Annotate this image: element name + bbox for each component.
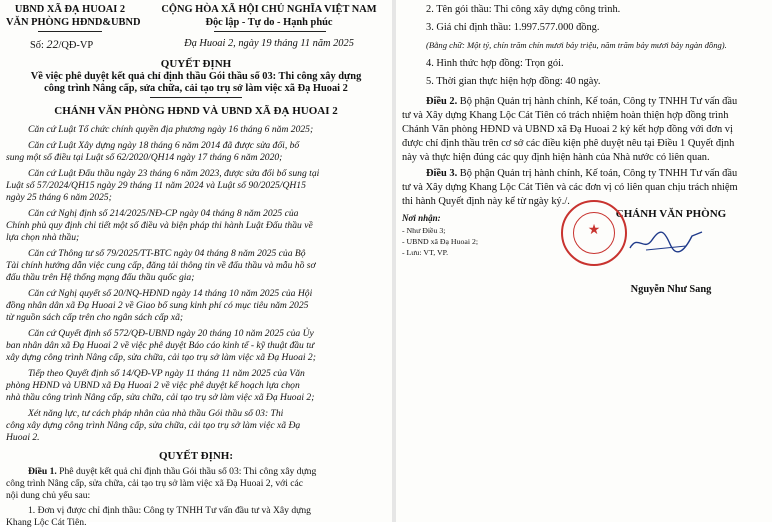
basis-line: Căn cứ Thông tư số 79/2025/TT-BTC ngày 04 tháng 8 năm 2025 của Bộ <box>28 248 306 259</box>
article-1-line: nội dung chủ yếu sau: <box>6 490 91 501</box>
recipient-item: - Như Điều 3; <box>402 226 446 235</box>
basis-line: Căn cứ Luật Tổ chức chính quyền địa phương ngày 16 tháng 6 năm 2025; <box>28 124 314 135</box>
signer-name: Nguyễn Như Sang <box>630 284 712 295</box>
item-line: 4. Hình thức hợp đồng: Trọn gói. <box>426 58 564 69</box>
doc-number <box>30 37 93 52</box>
subject-line-1: Về việc phê duyệt kết quả chỉ định thầu Gói thầu số 03: Thi công xây dựng <box>30 71 362 82</box>
signer-title: CHÁNH VĂN PHÒNG <box>615 208 727 220</box>
basis-line: Căn cứ Luật Đấu thầu ngày 23 tháng 6 năm 2023, được sửa đổi bổ sung tại <box>28 168 320 179</box>
article-1-text: Phê duyệt kết quả chỉ định thầu Gói thầu số 03: Thi công xây dựng <box>56 466 317 477</box>
official-stamp <box>561 200 627 266</box>
basis-line: ngày 25 tháng 6 năm 2025; <box>6 192 112 203</box>
basis-line: Căn cứ Luật Xây dựng ngày 18 tháng 6 năm 2014 đã được sửa đổi, bổ <box>28 140 300 151</box>
basis-line: đấu thầu trên Hệ thống mạng đấu thầu quốc gia; <box>6 272 195 283</box>
place-date: Đạ Huoai 2, ngày 19 tháng 11 năm 2025 <box>184 38 354 49</box>
article-1-line: công trình Nâng cấp, sửa chữa, cải tạo trụ sở làm việc xã Đạ Huoai 2, với các <box>6 478 304 489</box>
authority: CHÁNH VĂN PHÒNG HĐND VÀ UBND XÃ ĐẠ HUOAI 2 <box>54 105 338 117</box>
item-line: 5. Thời gian thực hiện hợp đồng: 40 ngày. <box>426 76 601 87</box>
basis-line: Tài chính hướng dẫn việc cung cấp, đăng tải thông tin về đấu thầu và mẫu hồ sơ <box>6 260 316 271</box>
doc-number-suffix: /QĐ-VP <box>58 40 94 51</box>
document-page-2 <box>396 0 772 522</box>
article-2-line: được chỉ định thầu trên cơ sở các điều kiện phê duyệt nêu tại Điều 1 Quyết định <box>402 138 735 149</box>
doc-number-value: 22 <box>46 37 59 51</box>
article-3-label: Điều 3. <box>426 168 458 179</box>
signature <box>626 226 706 256</box>
basis-line: Luật số 57/2024/QH15 ngày 29 tháng 11 năm 2024 và Luật số 90/2025/QH15 <box>6 180 306 191</box>
stamp-star-icon: ★ <box>587 222 601 238</box>
basis-line: phòng HĐND và UBND xã Đạ Huoai 2 về việc phê duyệt kế hoạch lựa chọn <box>6 380 300 391</box>
basis-line: Huoai 2. <box>6 432 40 443</box>
article-2-line: tư và Xây dựng Khang Lộc Cát Tiên có trách nhiệm hoàn thiện hợp đồng trình <box>402 110 729 121</box>
recipient-item: - Lưu: VT, VP. <box>402 248 449 257</box>
item-line: 2. Tên gói thầu: Thi công xây dựng công trình. <box>426 4 621 15</box>
nation-title: CỘNG HÒA XÃ HỘI CHỦ NGHĨA VIỆT NAM <box>161 4 377 15</box>
agency-underline <box>38 31 102 32</box>
basis-line: Căn cứ Quyết định số 572/QĐ-UBND ngày 20 tháng 10 năm 2025 của Ủy <box>28 328 314 339</box>
article-2-line: này và thực hiện đúng các quy định hiện hành của Nhà nước có liên quan. <box>402 152 710 163</box>
basis-line: Chính phủ quy định chi tiết một số điều và biện pháp thi hành Luật Đấu thầu về <box>6 220 313 231</box>
item-1-line: Khang Lộc Cát Tiên. <box>6 517 87 528</box>
motto-underline <box>214 31 326 32</box>
article-1-label: Điều 1. <box>28 466 57 477</box>
basis-line: ban nhân dân xã Đạ Huoai 2 về việc phê duyệt Báo cáo kinh tế - kỹ thuật đầu tư <box>6 340 315 351</box>
decision-title: QUYẾT ĐỊNH <box>160 58 232 70</box>
agency-line-1: UBND XÃ ĐẠ HUOAI 2 <box>14 4 126 15</box>
article-2-line: Chánh Văn phòng HĐND và UBND xã Đạ Huoai 2 ký kết hợp đồng với đơn vị <box>402 124 733 135</box>
article-2-text: Bộ phận Quản trị hành chính, Kế toán, Công ty TNHH Tư vấn đầu <box>457 96 738 107</box>
motto: Độc lập - Tự do - Hạnh phúc <box>205 17 333 28</box>
basis-line: sung một số điều tại Luật số 62/2020/QH14 ngày 17 tháng 6 năm 2020; <box>6 152 283 163</box>
basis-line: từ nguồn sách cấp trên cho ngân sách cấp xã; <box>6 312 184 323</box>
basis-line: lựa chọn nhà thầu; <box>6 232 80 243</box>
basis-line: Xét năng lực, tư cách pháp nhân của nhà thầu Gói thầu số 03: Thi <box>28 408 284 419</box>
article-2-line <box>426 96 737 107</box>
amount-in-words: (Bằng chữ: Một tỷ, chín trăm chín mươi bảy triệu, năm trăm bảy mươi bảy ngàn đồng). <box>426 40 727 50</box>
basis-line: xây dựng công trình Nâng cấp, sửa chữa, cải tạo trụ sở làm việc xã Đạ Huoai 2; <box>6 352 316 363</box>
doc-number-prefix: Số: <box>30 40 44 51</box>
basis-line: nhà thầu công trình Nâng cấp, sửa chữa, cải tạo trụ sở làm việc xã Đạ Huoai 2; <box>6 392 315 403</box>
basis-line: đồng nhân dân xã Đạ Huoai 2 về Giao bổ sung kinh phí có mục tiêu năm 2025 <box>6 300 309 311</box>
basis-line: Tiếp theo Quyết định số 14/QĐ-VP ngày 11 tháng 11 năm 2025 của Văn <box>28 368 305 379</box>
agency-line-2: VĂN PHÒNG HĐND&UBND <box>6 17 141 28</box>
decides-heading: QUYẾT ĐỊNH: <box>158 450 234 462</box>
article-3-line: tư và Xây dựng Khang Lộc Cát Tiên và các đơn vị có liên quan chịu trách nhiệm <box>402 182 738 193</box>
basis-line: Căn cứ Nghị quyết số 20/NQ-HĐND ngày 14 tháng 10 năm 2025 của Hội <box>28 288 313 299</box>
basis-line: công xây dựng công trình Nâng cấp, sửa chữa, cải tạo trụ sở làm việc xã Đạ <box>6 420 301 431</box>
item-line: 3. Giá chỉ định thầu: 1.997.577.000 đồng. <box>426 22 600 33</box>
subject-underline <box>150 97 242 98</box>
article-3-text: Bộ phận Quản trị hành chính, Kế toán, Công ty TNHH Tư vấn đầu <box>457 168 738 179</box>
basis-line: Căn cứ Nghị định số 214/2025/NĐ-CP ngày 04 tháng 8 năm 2025 của <box>28 208 299 219</box>
article-2-label: Điều 2. <box>426 96 458 107</box>
article-3-line: thi hành Quyết định này kể từ ngày ký./. <box>402 196 570 207</box>
recipient-item: - UBND xã Đạ Huoai 2; <box>402 237 479 246</box>
article-1-line <box>28 466 316 477</box>
subject-line-2: công trình Nâng cấp, sửa chữa, cải tạo trụ sở làm việc xã Đạ Huoai 2 <box>44 83 348 94</box>
item-1-line: 1. Đơn vị được chỉ định thầu: Công ty TNHH Tư vấn đầu tư và Xây dựng <box>28 505 311 516</box>
recipients-title: Nơi nhận: <box>402 213 441 223</box>
article-3-line <box>426 168 737 179</box>
